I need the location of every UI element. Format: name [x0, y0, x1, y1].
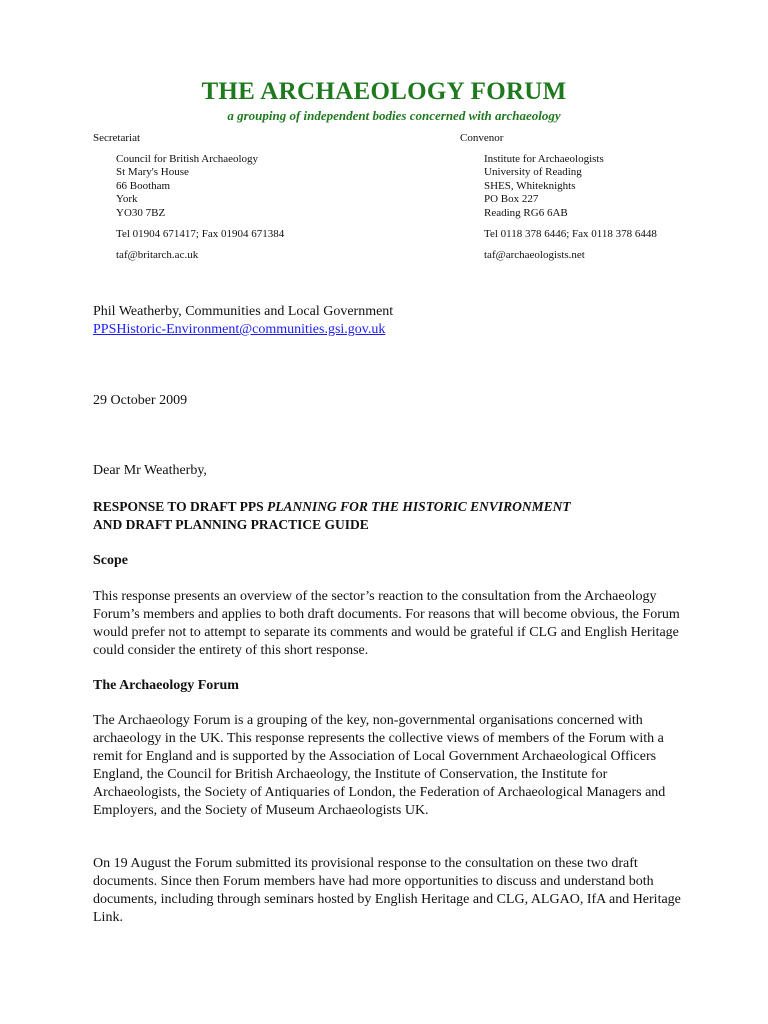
subject-line-1: [93, 498, 683, 516]
section-heading-scope: Scope: [93, 553, 128, 568]
subject-prefix: RESPONSE TO DRAFT PPS: [93, 499, 268, 514]
letterhead-title: THE ARCHAEOLOGY FORUM: [201, 78, 567, 105]
recipient-name: Phil Weatherby, Communities and Local Government: [93, 304, 394, 319]
subject-italic-title: PLANNING FOR THE HISTORIC ENVIRONMENT: [267, 499, 571, 514]
secretariat-address-line: YO30 7BZ: [116, 206, 166, 219]
recipient-email-line: [93, 321, 683, 339]
salutation: Dear Mr Weatherby,: [93, 463, 207, 478]
letter-date: 29 October 2009: [93, 393, 188, 408]
section-paragraph-forum-2: On 19 August the Forum submitted its provisional response to the consultation on these two draft documents. Since then Forum members have had more opportunities to discuss and understand both documents, including through seminars hosted by English Heritage and CLG, ALGAO, IfA and Heritage Link.: [93, 856, 681, 925]
secretariat-tel: Tel 01904 671417; Fax 01904 671384: [116, 228, 285, 240]
letterhead-subtitle: a grouping of independent bodies concerned with archaeology: [227, 108, 561, 123]
convenor-address-line: University of Reading: [484, 166, 582, 179]
convenor-address-line: Reading RG6 6AB: [484, 206, 568, 219]
secretariat-address-line: St Mary's House: [116, 166, 189, 179]
section-paragraph-scope: This response presents an overview of the sector’s reaction to the consultation from the Archaeology Forum’s members and applies to both draft documents. For reasons that will become obvious, the Forum would prefer not to attempt to separate its comments and would be grateful if CLG and English Heritage could consider the entirety of this short response.: [93, 589, 680, 658]
secretariat-email[interactable]: taf@britarch.ac.uk: [116, 249, 199, 261]
convenor-address: [484, 153, 604, 220]
convenor-address-line: Institute for Archaeologists: [484, 153, 604, 165]
secretariat-address: [116, 153, 258, 220]
secretariat-address-line: Council for British Archaeology: [116, 153, 259, 165]
subject-line-2: AND DRAFT PLANNING PRACTICE GUIDE: [93, 517, 369, 532]
recipient-email-link[interactable]: PPSHistoric-Environment@communities.gsi.gov.uk: [93, 322, 386, 337]
convenor-heading: Convenor: [460, 132, 504, 144]
convenor-email[interactable]: taf@archaeologists.net: [484, 249, 585, 261]
convenor-tel: Tel 0118 378 6446; Fax 0118 378 6448: [484, 228, 657, 240]
convenor-address-line: PO Box 227: [484, 193, 539, 206]
secretariat-heading: Secretariat: [93, 132, 141, 144]
convenor-address-line: SHES, Whiteknights: [484, 179, 576, 192]
secretariat-address-line: 66 Bootham: [116, 179, 171, 192]
secretariat-address-line: York: [116, 193, 138, 206]
section-heading-forum: The Archaeology Forum: [93, 678, 239, 693]
section-paragraph-forum: The Archaeology Forum is a grouping of the key, non-governmental organisations concerned with archaeology in the UK. This response represents the collective views of members of the Forum with a remit for England and is supported by the Association of Local Government Archaeological Officers England, the Council for British Archaeology, the Institute of Conservation, the Institute for Archaeologists, the Society of Antiquaries of London, the Federation of Archaeological Managers and Employers, and the Society of Museum Archaeologists UK.: [93, 713, 666, 818]
